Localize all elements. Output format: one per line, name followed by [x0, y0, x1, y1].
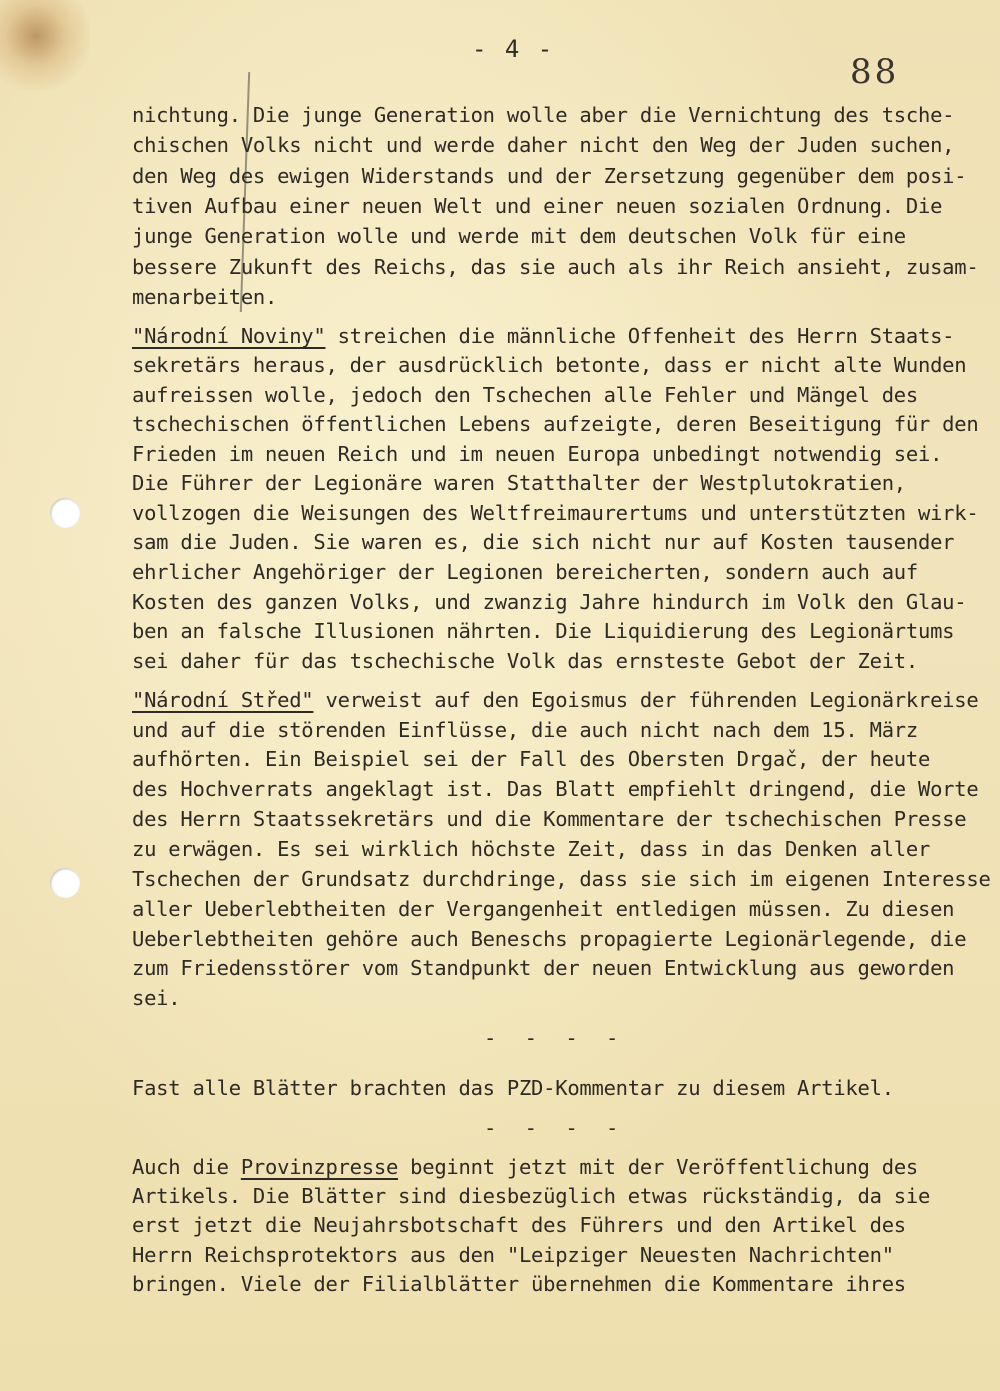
- text-line: und auf die störenden Einflüsse, die auch nicht nach dem 15. März: [132, 718, 918, 742]
- text-line: sei.: [132, 986, 181, 1010]
- text-line: vollzogen die Weisungen des Weltfreimaurertums und unterstützten wirk-: [132, 501, 979, 525]
- text-line: Tschechen der Grundsatz durchdringe, dass sie sich im eigenen Interesse: [132, 867, 991, 891]
- text-line: Herrn Reichsprotektors aus den "Leipziger Neuesten Nachrichten": [132, 1243, 894, 1267]
- text-line: des Herrn Staatssekretärs und die Kommentare der tschechischen Presse: [132, 807, 967, 831]
- text-line: aufhörten. Ein Beispiel sei der Fall des Obersten Drgač, der heute: [132, 747, 931, 771]
- section-separator: - - - -: [484, 1026, 627, 1050]
- text-fragment: verweist auf den Egoismus der führenden Legionärkreise: [313, 688, 979, 712]
- newspaper-name: "Národní Střed": [132, 688, 314, 712]
- text-line: aller Ueberlebtheiten der Vergangenheit entledigen müssen. Zu diesen: [132, 897, 955, 921]
- text-line: ben an falsche Illusionen nährten. Die Liquidierung des Legionärtums: [132, 619, 955, 643]
- text-line: menarbeiten.: [132, 285, 278, 309]
- newspaper-name: "Národní Noviny": [132, 324, 326, 348]
- text-line: tschechischen öffentlichen Lebens aufzeigte, deren Beseitigung für den: [132, 412, 979, 436]
- section-separator: - - - -: [484, 1116, 627, 1140]
- punch-hole-lower: [50, 868, 80, 898]
- text-line: ehrlicher Angehöriger der Legionen bereicherten, sondern auch auf: [132, 560, 918, 584]
- punch-hole-upper: [50, 498, 80, 528]
- text-fragment: Auch die: [132, 1155, 241, 1179]
- text-fragment: beginnt jetzt mit der Veröffentlichung des: [398, 1155, 919, 1179]
- text-line: den Weg des ewigen Widerstands und der Zersetzung gegenüber dem posi-: [132, 164, 967, 188]
- text-line: zu erwägen. Es sei wirklich höchste Zeit, dass in das Denken aller: [132, 837, 931, 861]
- text-line: junge Generation wolle und werde mit dem deutschen Volk für eine: [132, 224, 906, 248]
- text-line: chischen Volks nicht und werde daher nicht den Weg der Juden suchen,: [132, 133, 955, 157]
- text-line: sam die Juden. Sie waren es, die sich nicht nur auf Kosten tausender: [132, 530, 955, 554]
- text-line: sekretärs heraus, der ausdrücklich betonte, dass er nicht alte Wunden: [132, 353, 967, 377]
- text-line: nichtung. Die junge Generation wolle aber die Vernichtung des tsche-: [132, 103, 955, 127]
- text-line: erst jetzt die Neujahrsbotschaft des Führers und den Artikel des: [132, 1213, 906, 1237]
- text-line: bessere Zukunft des Reichs, das sie auch als ihr Reich ansieht, zusam-: [132, 255, 979, 279]
- text-line: Kosten des ganzen Volks, und zwanzig Jahre hindurch im Volk den Glau-: [132, 590, 967, 614]
- text-line: Frieden im neuen Reich und im neuen Europa unbedingt notwendig sei.: [132, 442, 943, 466]
- text-line: tiven Aufbau einer neuen Welt und einer neuen sozialen Ordnung. Die: [132, 194, 943, 218]
- text-line: des Hochverrats angeklagt ist. Das Blatt empfiehlt dringend, die Worte: [132, 777, 979, 801]
- text-line: [132, 1152, 918, 1182]
- text-line: Fast alle Blätter brachten das PZD-Kommentar zu diesem Artikel.: [132, 1076, 894, 1100]
- text-line: [132, 321, 954, 351]
- text-line: Die Führer der Legionäre waren Statthalter der Westplutokratien,: [132, 471, 906, 495]
- text-line: Ueberlebtheiten gehöre auch Beneschs propagierte Legionärlegende, die: [132, 927, 967, 951]
- text-fragment: streichen die männliche Offenheit des Herrn Staats-: [325, 324, 955, 348]
- text-line: sei daher für das tschechische Volk das ernsteste Gebot der Zeit.: [132, 649, 918, 673]
- page-number: - 4 -: [472, 35, 555, 63]
- text-line: [132, 685, 978, 715]
- text-line: aufreissen wolle, jedoch den Tschechen alle Fehler und Mängel des: [132, 383, 918, 407]
- water-stain: [0, 0, 90, 90]
- text-line: Artikels. Die Blätter sind diesbezüglich etwas rückständig, da sie: [132, 1184, 931, 1208]
- text-line: bringen. Viele der Filialblätter übernehmen die Kommentare ihres: [132, 1272, 906, 1296]
- text-line: zum Friedensstörer vom Standpunkt der neuen Entwicklung aus geworden: [132, 956, 955, 980]
- keyword-provinzpresse: Provinzpresse: [240, 1155, 399, 1179]
- folio-number: 88: [850, 52, 900, 92]
